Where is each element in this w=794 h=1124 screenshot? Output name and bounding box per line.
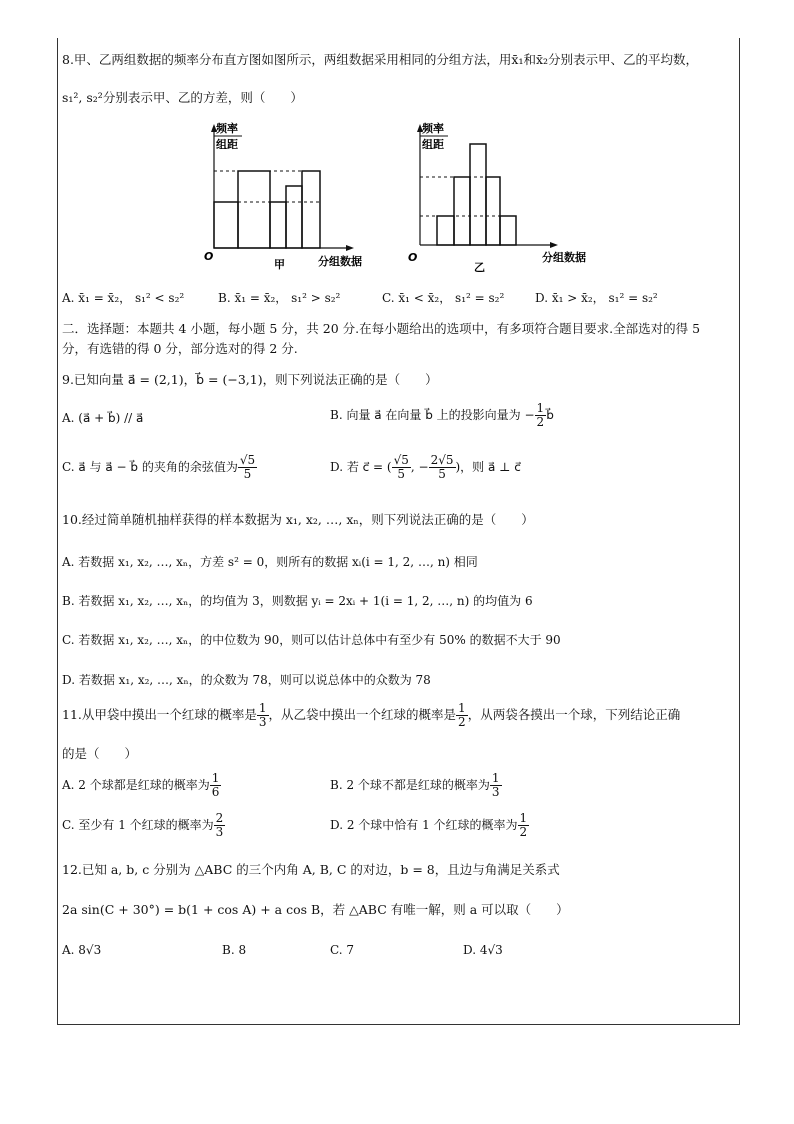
q12-option-a[interactable]: A. 8√3 [62, 943, 102, 957]
q9-option-d-tail: )，则 a⃗ ⊥ c⃗ [455, 460, 521, 474]
q11-stem-line2: 的是（ ） [62, 746, 138, 761]
q10-option-a[interactable]: A. 若数据 x₁, x₂, …, xₙ，方差 s² = 0，则所有的数据 xᵢ(i = 1, 2, …, n) 相同 [62, 555, 478, 569]
hist-jia-name: 甲 [274, 258, 285, 271]
hist-yi-bar-2 [454, 177, 470, 245]
q10-option-d[interactable]: D. 若数据 x₁, x₂, …, xₙ，的众数为 78，则可以说总体中的众数为 78 [62, 673, 431, 687]
q10-stem: 10.经过简单随机抽样获得的样本数据为 x₁, x₂, …, xₙ，则下列说法正确的是（ ） [62, 512, 534, 527]
q9-option-d-text: D. 若 c⃗ = ( [330, 460, 392, 474]
q11-stem-line1: 11.从甲袋中摸出一个红球的概率是 $\frac{1}{3}$ ，从乙袋中摸出一个红球的概率是 $\frac{1}{2}$ ，从两袋各摸出一个球，下列结论正确 [62, 701, 681, 729]
q8-option-a[interactable]: A. x̄₁ = x̄₂， s₁² < s₂² [62, 291, 185, 305]
hist-jia-ylabel-top: 频率 [216, 122, 238, 135]
q12-option-d[interactable]: D. 4√3 [463, 943, 503, 957]
q12-stem-line2: 2a sin(C + 30°) = b(1 + cos A) + a cos B，若 △ABC 有唯一解，则 a 可以取（ ） [62, 902, 569, 917]
q9-option-b-text: B. 向量 a⃗ 在向量 b⃗ 上的投影向量为 − [330, 408, 535, 422]
hist-jia-bar-1 [214, 202, 238, 248]
q12-option-c[interactable]: C. 7 [330, 943, 355, 957]
q9-option-b-fraction: $\frac{1}{2}$ [536, 401, 545, 429]
q8-stem-line2: s₁², s₂²分别表示甲、乙的方差，则（ ） [62, 90, 303, 105]
hist-yi-xlabel: 分组数据 [542, 251, 586, 264]
q8-option-b[interactable]: B. x̄₁ = x̄₂， s₁² > s₂² [218, 291, 341, 305]
q9-option-b-tail: b⃗ [546, 408, 554, 422]
q9-option-a[interactable]: A. (a⃗ + b⃗) // a⃗ [62, 411, 144, 425]
q9-option-c[interactable] [62, 454, 257, 481]
hist-yi-name: 乙 [474, 261, 485, 273]
q9-option-d-separator: , − [410, 460, 429, 474]
q11-stem-fraction-1: $\frac{1}{3}$ [258, 701, 267, 729]
q9-option-d-fraction-2: $\frac{2√5}{5}$ [430, 453, 454, 481]
hist-yi-origin: O [408, 251, 418, 264]
q9-option-b[interactable] [330, 402, 554, 429]
q9-option-c-fraction: $\frac{√5}{5}$ [239, 453, 256, 481]
q12-stem-line1: 12.已知 a, b, c 分别为 △ABC 的三个内角 A, B, C 的对边，b = 8，且边与角满足关系式 [62, 862, 560, 877]
hist-jia-ylabel-bottom: 组距 [216, 138, 238, 151]
q11-stem-fraction-2: $\frac{1}{2}$ [458, 701, 466, 729]
q9-stem: 9.已知向量 a⃗ = (2,1)，b⃗ = (−3,1)，则下列说法正确的是（ ） [62, 372, 438, 387]
q11-option-b-fraction: $\frac{1}{3}$ [491, 771, 500, 799]
hist-jia-bar-5 [302, 171, 320, 248]
hist-yi-bar-3 [470, 144, 486, 245]
q9-option-c-text: C. a⃗ 与 a⃗ − b⃗ 的夹角的余弦值为 [62, 460, 238, 474]
histogram-yi [404, 118, 604, 273]
q9-option-d-fraction-1: $\frac{√5}{5}$ [393, 453, 409, 481]
q10-option-c[interactable]: C. 若数据 x₁, x₂, …, xₙ，的中位数为 90，则可以估计总体中有至少有 50% 的数据不大于 90 [62, 633, 561, 647]
hist-jia-bar-3 [270, 202, 286, 248]
q8-option-c[interactable]: C. x̄₁ < x̄₂， s₁² = s₂² [382, 291, 505, 305]
q8-option-d[interactable]: D. x̄₁ > x̄₂， s₁² = s₂² [535, 291, 658, 305]
q11-option-b[interactable]: B. 2 个球不都是红球的概率为 $\frac{1}{3}$ [330, 771, 500, 799]
histogram-jia [200, 118, 370, 273]
hist-jia-origin: O [204, 250, 214, 263]
q10-option-b[interactable]: B. 若数据 x₁, x₂, …, xₙ，的均值为 3，则数据 yᵢ = 2xᵢ + 1(i = 1, 2, …, n) 的均值为 6 [62, 594, 533, 608]
q11-option-a[interactable]: A. 2 个球都是红球的概率为 $\frac{1}{6}$ [62, 771, 220, 799]
hist-yi-bar-5 [500, 216, 516, 245]
hist-yi-ylabel-top: 频率 [422, 122, 444, 135]
q11-option-c[interactable]: C. 至少有 1 个红球的概率为 $\frac{2}{3}$ [62, 811, 224, 839]
q8-stem-line1: 8.甲、乙两组数据的频率分布直方图如图所示，两组数据采用相同的分组方法，用x̄₁和x̄₂分别表示甲、乙的平均数， [62, 52, 699, 67]
q11-option-d[interactable]: D. 2 个球中恰有 1 个红球的概率为 $\frac{1}{2}$ [330, 811, 528, 839]
q11-option-a-fraction: $\frac{1}{6}$ [211, 771, 220, 799]
section2-intro-line2: 分，有选错的得 0 分，部分选对的得 2 分. [62, 341, 298, 356]
q11-option-c-fraction: $\frac{2}{3}$ [215, 811, 224, 839]
hist-jia-xlabel: 分组数据 [318, 255, 362, 268]
hist-yi-bar-1 [437, 216, 454, 245]
q9-option-d[interactable] [330, 454, 521, 481]
section2-intro-line1: 二．选择题：本题共 4 小题，每小题 5 分，共 20 分.在每小题给出的选项中，有多项符合题目要求.全部选对的得 5 [62, 321, 701, 336]
hist-yi-ylabel-bottom: 组距 [422, 138, 444, 151]
hist-jia-bar-2 [238, 171, 270, 248]
hist-yi-bar-4 [486, 177, 500, 245]
hist-jia-bar-4 [286, 186, 302, 248]
q11-option-d-fraction: $\frac{1}{2}$ [519, 811, 528, 839]
q12-option-b[interactable]: B. 8 [222, 943, 247, 957]
